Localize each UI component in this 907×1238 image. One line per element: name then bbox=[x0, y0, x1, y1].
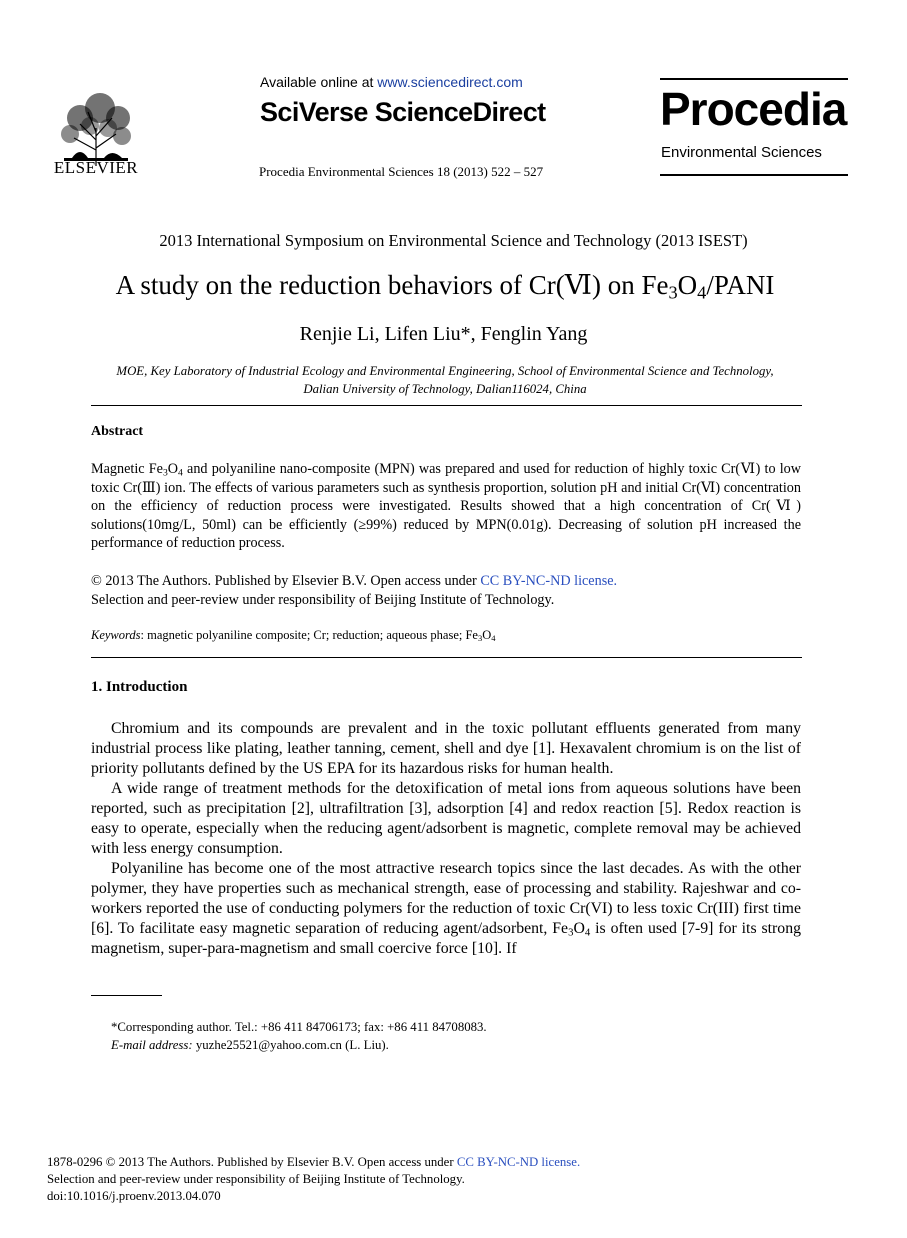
affiliation bbox=[60, 362, 830, 398]
page-footer bbox=[47, 1154, 580, 1205]
email-address[interactable]: yuzhe25521@yahoo.com.cn (L. Liu). bbox=[192, 1038, 389, 1052]
footer-license-link[interactable]: CC BY-NC-ND license. bbox=[456, 1155, 581, 1169]
procedia-subtitle: Environmental Sciences bbox=[661, 144, 822, 161]
copyright-text: © 2013 The Authors. Published by Elsevier B.V. Open access under bbox=[91, 573, 481, 589]
procedia-rule-top bbox=[660, 78, 848, 80]
paper-title: A study on the reduction behaviors of Cr(Ⅵ) on $Fe_3O_4$/PANI bbox=[115, 270, 775, 303]
footer-review: Selection and peer-review under responsibility of Beijing Institute of Technology. bbox=[47, 1172, 465, 1186]
email-label: E-mail address: bbox=[111, 1038, 193, 1052]
peer-review-note: Selection and peer-review under responsibility of Beijing Institute of Technology. bbox=[91, 591, 555, 608]
sciverse-logo: SciVerse ScienceDirect bbox=[260, 97, 546, 127]
authors: Renjie Li, Lifen Liu*, Fenglin Yang bbox=[299, 323, 588, 345]
sciencedirect-link[interactable]: www.sciencedirect.com bbox=[377, 74, 523, 90]
abstract-heading: Abstract bbox=[91, 424, 144, 439]
footnote-rule bbox=[91, 995, 162, 996]
procedia-rule-bottom bbox=[660, 174, 848, 176]
footnote bbox=[91, 1018, 487, 1054]
license-link[interactable]: CC BY-NC-ND license. bbox=[480, 573, 618, 589]
procedia-logo: Procedia bbox=[660, 83, 847, 135]
paragraph: A wide range of treatment methods for the detoxification of metal ions from aqueous solutions have been reported, such as precipitation [2], ultrafiltration [3], adsorption [4] and redox reaction [5]. Redox reaction is easy to operate, especially when the reducing agent/adsorbent is magnetic, complete removal may be achieved with less energy consumption. bbox=[91, 780, 801, 857]
paragraph: Chromium and its compounds are prevalent and in the toxic pollutant effluents generated from many industrial process like plating, leather tanning, cement, shell and dye [1]. Hexavalent chromium is on the list of priority pollutants defined by the US EPA for its hazardous risks for human health. bbox=[91, 720, 801, 777]
divider bbox=[91, 405, 802, 406]
issn-text: 1878-0296 © 2013 The Authors. Published by Elsevier B.V. Open access under bbox=[47, 1155, 457, 1169]
introduction-body bbox=[91, 719, 801, 959]
divider bbox=[91, 657, 802, 658]
elsevier-wordmark: ELSEVIER bbox=[53, 158, 139, 177]
journal-reference: Procedia Environmental Sciences 18 (2013) 522 – 527 bbox=[259, 164, 544, 179]
keywords: Keywords: magnetic polyaniline composite; Cr; reduction; aqueous phase; $Fe_3O_4$ bbox=[91, 628, 496, 644]
copyright-block bbox=[91, 572, 801, 609]
affiliation-line: MOE, Key Laboratory of Industrial Ecology and Environmental Engineering, School of Environmental Science and Technology, bbox=[116, 364, 774, 378]
corresponding-author: *Corresponding author. Tel.: +86 411 84706173; fax: +86 411 84708083. bbox=[111, 1020, 487, 1034]
section-heading: 1. Introduction bbox=[91, 679, 188, 695]
available-prefix: Available online at bbox=[260, 74, 378, 90]
abstract-body: Magnetic $Fe_3O_4$ and polyaniline nano-composite (MPN) was prepared and used for reduction of highly toxic Cr(Ⅵ) to low toxic Cr(Ⅲ) ion. The effects of various parameters such as synthesis proportion, solution pH and initial Cr(Ⅵ) concentration on the efficiency of reduction process were investigated. Results showed that a high concentration of Cr(Ⅵ) solutions(10mg/L, 50ml) can be efficiently (≥99%) reduced by MPN(0.01g). Decreasing of solution pH increased the performance of reduction process. bbox=[91, 461, 802, 551]
available-online bbox=[260, 74, 523, 90]
doi[interactable]: doi:10.1016/j.proenv.2013.04.070 bbox=[47, 1189, 221, 1203]
keywords-label: Keywords bbox=[91, 628, 141, 642]
paragraph: Polyaniline has become one of the most attractive research topics since the last decades. As with the other polymer, they have properties such as mechanical strength, ease of processing and stability. Rajeshwar and co-workers reported the use of conducting polymers for the reduction of toxic Cr(VI) to less toxic Cr(III) first time [6]. To facilitate easy magnetic separation of reducing agent/adsorbent, $Fe_3O_4$ is often used [7-9] for its strong magnetism, super-para-magnetism and small coercive force [10]. If bbox=[91, 860, 801, 957]
affiliation-line: Dalian University of Technology, Dalian116024, China bbox=[303, 382, 587, 396]
conference-name: 2013 International Symposium on Environmental Science and Technology (2013 ISEST) bbox=[159, 231, 748, 250]
